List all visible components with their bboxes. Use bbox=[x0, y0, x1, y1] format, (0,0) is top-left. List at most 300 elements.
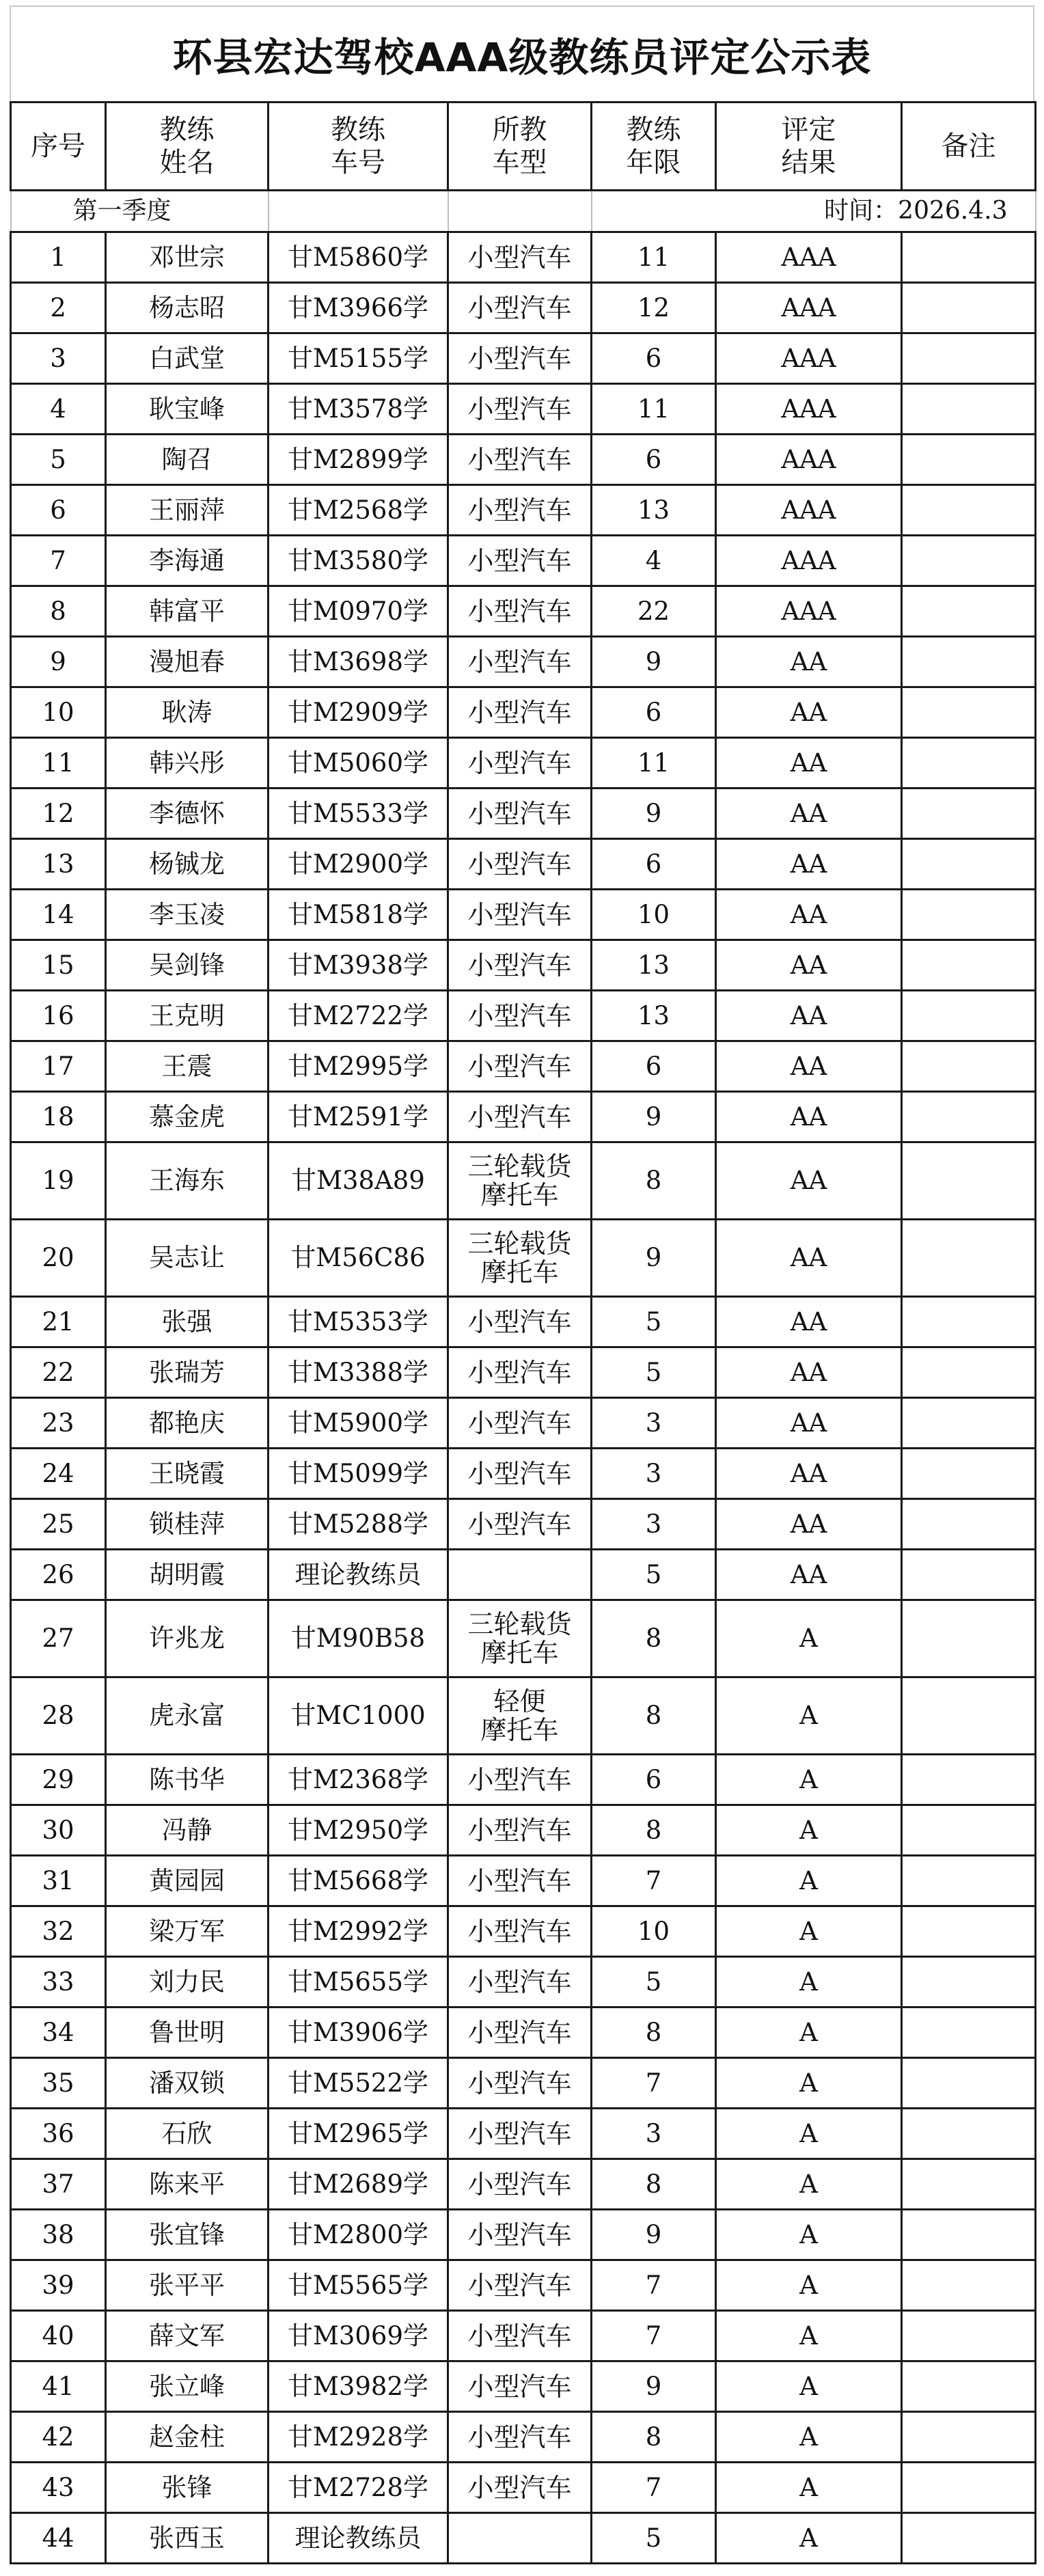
cell-years: 6 bbox=[592, 1041, 716, 1092]
vehicle-type-line: 小型汽车 bbox=[467, 292, 572, 323]
cell-result: AAA bbox=[716, 232, 902, 283]
cell-no: 5 bbox=[11, 435, 106, 485]
cell-result: AA bbox=[716, 1142, 902, 1220]
cell-car: 甘M3698学 bbox=[269, 637, 448, 687]
vehicle-type-line: 小型汽车 bbox=[467, 1357, 572, 1388]
vehicle-type-line: 小型汽车 bbox=[467, 2472, 572, 2503]
cell-type bbox=[448, 435, 592, 485]
cell-note bbox=[902, 1347, 1036, 1398]
table-row bbox=[11, 1347, 1036, 1398]
cell-no: 44 bbox=[11, 2513, 106, 2564]
cell-car: 甘M3578学 bbox=[269, 384, 448, 435]
cell-years: 12 bbox=[592, 283, 716, 333]
vehicle-type-line: 小型汽车 bbox=[467, 343, 572, 374]
cell-years: 8 bbox=[592, 2008, 716, 2058]
vehicle-type-line: 小型汽车 bbox=[467, 798, 572, 829]
header-no bbox=[11, 102, 106, 191]
cell-type bbox=[448, 1805, 592, 1856]
cell-type bbox=[448, 1600, 592, 1677]
header-row bbox=[11, 102, 1036, 191]
table-row bbox=[11, 687, 1036, 738]
cell-result: AA bbox=[716, 1220, 902, 1297]
cell-no: 8 bbox=[11, 586, 106, 637]
vehicle-type-line: 摩托车 bbox=[480, 1257, 559, 1287]
date-label: 时间：2026.4.3 bbox=[592, 191, 1036, 232]
cell-no: 14 bbox=[11, 890, 106, 940]
cell-no: 35 bbox=[11, 2058, 106, 2109]
cell-car: 甘M3388学 bbox=[269, 1347, 448, 1398]
cell-years: 8 bbox=[592, 2412, 716, 2463]
table-row bbox=[11, 435, 1036, 485]
cell-result: A bbox=[716, 2210, 902, 2260]
header-line: 教练 bbox=[331, 114, 385, 146]
header-years bbox=[592, 102, 716, 191]
cell-name: 鲁世明 bbox=[106, 2008, 269, 2058]
cell-result: AA bbox=[716, 789, 902, 839]
cell-note bbox=[902, 2210, 1036, 2260]
header-line: 序号 bbox=[31, 131, 85, 162]
cell-years: 7 bbox=[592, 1856, 716, 1906]
cell-note bbox=[902, 1677, 1036, 1755]
cell-name: 王丽萍 bbox=[106, 485, 269, 536]
cell-name: 邓世宗 bbox=[106, 232, 269, 283]
cell-car: 甘M90B58 bbox=[269, 1600, 448, 1677]
cell-no: 31 bbox=[11, 1856, 106, 1906]
cell-car: 甘M3906学 bbox=[269, 2008, 448, 2058]
cell-years: 3 bbox=[592, 2109, 716, 2159]
cell-name: 陈书华 bbox=[106, 1755, 269, 1805]
cell-type bbox=[448, 1220, 592, 1297]
cell-note bbox=[902, 940, 1036, 991]
cell-note bbox=[902, 2159, 1036, 2210]
vehicle-type-line: 小型汽车 bbox=[467, 545, 572, 576]
table-row bbox=[11, 2412, 1036, 2463]
cell-years: 8 bbox=[592, 2159, 716, 2210]
cell-name: 耿涛 bbox=[106, 687, 269, 738]
cell-result: AA bbox=[716, 1499, 902, 1550]
header-line: 年限 bbox=[626, 147, 681, 178]
cell-type bbox=[448, 1957, 592, 2008]
cell-years: 4 bbox=[592, 536, 716, 586]
cell-result: A bbox=[716, 2008, 902, 2058]
cell-name: 王克明 bbox=[106, 991, 269, 1041]
cell-result: AAA bbox=[716, 435, 902, 485]
cell-car: 甘M2800学 bbox=[269, 2210, 448, 2260]
cell-car: 甘MC1000 bbox=[269, 1677, 448, 1755]
cell-no: 26 bbox=[11, 1550, 106, 1600]
cell-car: 甘M5533学 bbox=[269, 789, 448, 839]
cell-note bbox=[902, 586, 1036, 637]
cell-no: 27 bbox=[11, 1600, 106, 1677]
cell-years: 3 bbox=[592, 1398, 716, 1449]
cell-note bbox=[902, 333, 1036, 384]
document-sheet bbox=[10, 5, 1034, 2564]
vehicle-type-line: 小型汽车 bbox=[467, 1509, 572, 1539]
table-row bbox=[11, 1906, 1036, 1957]
cell-name: 王海东 bbox=[106, 1142, 269, 1220]
cell-type bbox=[448, 687, 592, 738]
table-row bbox=[11, 485, 1036, 536]
cell-no: 41 bbox=[11, 2361, 106, 2412]
header-type bbox=[448, 102, 592, 191]
vehicle-type-line: 小型汽车 bbox=[467, 1916, 572, 1947]
cell-no: 39 bbox=[11, 2260, 106, 2311]
header-line: 车型 bbox=[492, 147, 547, 178]
cell-result: A bbox=[716, 1677, 902, 1755]
meta-row bbox=[11, 191, 1036, 232]
cell-result: AAA bbox=[716, 384, 902, 435]
cell-type bbox=[448, 1906, 592, 1957]
cell-car: 甘M5060学 bbox=[269, 738, 448, 789]
cell-type bbox=[448, 333, 592, 384]
table-row bbox=[11, 637, 1036, 687]
cell-note bbox=[902, 1805, 1036, 1856]
table-row bbox=[11, 1449, 1036, 1499]
cell-years: 6 bbox=[592, 687, 716, 738]
cell-result: A bbox=[716, 2311, 902, 2361]
cell-type bbox=[448, 839, 592, 890]
cell-no: 37 bbox=[11, 2159, 106, 2210]
vehicle-type-line: 摩托车 bbox=[480, 1180, 559, 1210]
cell-no: 4 bbox=[11, 384, 106, 435]
cell-note bbox=[902, 2513, 1036, 2564]
cell-type bbox=[448, 991, 592, 1041]
table-body bbox=[11, 232, 1036, 2564]
cell-result: A bbox=[716, 2159, 902, 2210]
table-row bbox=[11, 384, 1036, 435]
cell-name: 张宜锋 bbox=[106, 2210, 269, 2260]
cell-car: 甘M2950学 bbox=[269, 1805, 448, 1856]
cell-type bbox=[448, 940, 592, 991]
vehicle-type-line: 小型汽车 bbox=[467, 2118, 572, 2149]
cell-type bbox=[448, 2210, 592, 2260]
cell-no: 23 bbox=[11, 1398, 106, 1449]
cell-type bbox=[448, 1041, 592, 1092]
cell-note bbox=[902, 1041, 1036, 1092]
header-line: 备注 bbox=[941, 131, 996, 162]
cell-years: 6 bbox=[592, 1755, 716, 1805]
cell-name: 王震 bbox=[106, 1041, 269, 1092]
vehicle-type-line: 摩托车 bbox=[480, 1715, 559, 1745]
vehicle-type-line: 小型汽车 bbox=[467, 899, 572, 930]
cell-car: 甘M2909学 bbox=[269, 687, 448, 738]
cell-type bbox=[448, 2412, 592, 2463]
table-row bbox=[11, 2513, 1036, 2564]
table-row bbox=[11, 1677, 1036, 1755]
cell-name: 张强 bbox=[106, 1297, 269, 1347]
cell-years: 6 bbox=[592, 435, 716, 485]
cell-result: A bbox=[716, 1906, 902, 1957]
table-row bbox=[11, 2109, 1036, 2159]
cell-years: 10 bbox=[592, 890, 716, 940]
table-row bbox=[11, 2311, 1036, 2361]
vehicle-type-line: 小型汽车 bbox=[467, 1458, 572, 1489]
cell-no: 43 bbox=[11, 2463, 106, 2513]
cell-car: 甘M2995学 bbox=[269, 1041, 448, 1092]
cell-type bbox=[448, 2008, 592, 2058]
cell-car: 甘M2568学 bbox=[269, 485, 448, 536]
cell-name: 都艳庆 bbox=[106, 1398, 269, 1449]
vehicle-type-line: 三轮载货 bbox=[467, 1609, 572, 1639]
cell-years: 9 bbox=[592, 1220, 716, 1297]
table-row bbox=[11, 536, 1036, 586]
cell-years: 22 bbox=[592, 586, 716, 637]
vehicle-type-line: 小型汽车 bbox=[467, 1865, 572, 1896]
cell-years: 11 bbox=[592, 384, 716, 435]
cell-result: AA bbox=[716, 1297, 902, 1347]
vehicle-type-line: 摩托车 bbox=[480, 1638, 559, 1668]
cell-car: 甘M3938学 bbox=[269, 940, 448, 991]
cell-type bbox=[448, 2361, 592, 2412]
table-row bbox=[11, 283, 1036, 333]
cell-type bbox=[448, 2109, 592, 2159]
cell-result: A bbox=[716, 1805, 902, 1856]
cell-no: 1 bbox=[11, 232, 106, 283]
cell-name: 石欣 bbox=[106, 2109, 269, 2159]
cell-car: 甘M3580学 bbox=[269, 536, 448, 586]
cell-note bbox=[902, 2412, 1036, 2463]
cell-result: AA bbox=[716, 839, 902, 890]
cell-name: 杨铖龙 bbox=[106, 839, 269, 890]
table-row bbox=[11, 789, 1036, 839]
cell-no: 3 bbox=[11, 333, 106, 384]
cell-result: A bbox=[716, 1856, 902, 1906]
cell-car: 甘M5860学 bbox=[269, 232, 448, 283]
cell-no: 10 bbox=[11, 687, 106, 738]
cell-name: 许兆龙 bbox=[106, 1600, 269, 1677]
cell-no: 42 bbox=[11, 2412, 106, 2463]
cell-result: A bbox=[716, 2058, 902, 2109]
cell-note bbox=[902, 1856, 1036, 1906]
table-row bbox=[11, 1398, 1036, 1449]
cell-note bbox=[902, 2311, 1036, 2361]
document-title: 环县宏达驾校AAA级教练员评定公示表 bbox=[10, 5, 1034, 101]
cell-no: 9 bbox=[11, 637, 106, 687]
meta-blank-cell bbox=[448, 191, 592, 232]
vehicle-type-line: 小型汽车 bbox=[467, 2169, 572, 2200]
cell-result: AAA bbox=[716, 586, 902, 637]
cell-note bbox=[902, 789, 1036, 839]
cell-years: 5 bbox=[592, 1347, 716, 1398]
vehicle-type-line: 小型汽车 bbox=[467, 1000, 572, 1031]
cell-note bbox=[902, 536, 1036, 586]
cell-no: 21 bbox=[11, 1297, 106, 1347]
cell-years: 11 bbox=[592, 232, 716, 283]
header-car bbox=[269, 102, 448, 191]
cell-result: AA bbox=[716, 687, 902, 738]
table-row bbox=[11, 1957, 1036, 2008]
cell-name: 韩富平 bbox=[106, 586, 269, 637]
cell-result: AA bbox=[716, 1449, 902, 1499]
cell-note bbox=[902, 738, 1036, 789]
table-row bbox=[11, 991, 1036, 1041]
table-row bbox=[11, 2210, 1036, 2260]
cell-name: 虎永富 bbox=[106, 1677, 269, 1755]
cell-years: 5 bbox=[592, 1297, 716, 1347]
header-line: 评定 bbox=[781, 114, 836, 146]
cell-note bbox=[902, 1398, 1036, 1449]
cell-type bbox=[448, 283, 592, 333]
cell-car: 甘M5565学 bbox=[269, 2260, 448, 2311]
cell-no: 6 bbox=[11, 485, 106, 536]
cell-note bbox=[902, 1957, 1036, 2008]
table-row bbox=[11, 1805, 1036, 1856]
table-row bbox=[11, 738, 1036, 789]
table-row bbox=[11, 333, 1036, 384]
cell-note bbox=[902, 1600, 1036, 1677]
vehicle-type-line: 小型汽车 bbox=[467, 1815, 572, 1846]
cell-no: 32 bbox=[11, 1906, 106, 1957]
cell-years: 7 bbox=[592, 2058, 716, 2109]
cell-note bbox=[902, 1449, 1036, 1499]
cell-name: 张平平 bbox=[106, 2260, 269, 2311]
cell-no: 7 bbox=[11, 536, 106, 586]
header-result bbox=[716, 102, 902, 191]
cell-note bbox=[902, 485, 1036, 536]
cell-car: 甘M2965学 bbox=[269, 2109, 448, 2159]
cell-no: 12 bbox=[11, 789, 106, 839]
cell-car: 甘M3966学 bbox=[269, 283, 448, 333]
cell-type bbox=[448, 1092, 592, 1142]
cell-name: 潘双锁 bbox=[106, 2058, 269, 2109]
cell-result: A bbox=[716, 2109, 902, 2159]
cell-type bbox=[448, 536, 592, 586]
cell-name: 李海通 bbox=[106, 536, 269, 586]
cell-car: 理论教练员 bbox=[269, 1550, 448, 1600]
cell-note bbox=[902, 2058, 1036, 2109]
table-row bbox=[11, 586, 1036, 637]
vehicle-type-line: 小型汽车 bbox=[467, 242, 572, 273]
cell-no: 22 bbox=[11, 1347, 106, 1398]
quarter-label: 第一季度 bbox=[11, 191, 269, 232]
cell-note bbox=[902, 232, 1036, 283]
cell-type bbox=[448, 789, 592, 839]
cell-result: AAA bbox=[716, 283, 902, 333]
cell-years: 5 bbox=[592, 2513, 716, 2564]
cell-note bbox=[902, 1550, 1036, 1600]
cell-type bbox=[448, 2311, 592, 2361]
cell-years: 9 bbox=[592, 637, 716, 687]
cell-car: 甘M2689学 bbox=[269, 2159, 448, 2210]
cell-car: 甘M0970学 bbox=[269, 586, 448, 637]
cell-years: 6 bbox=[592, 839, 716, 890]
cell-no: 15 bbox=[11, 940, 106, 991]
cell-type bbox=[448, 2260, 592, 2311]
cell-type bbox=[448, 1449, 592, 1499]
vehicle-type-line: 三轮载货 bbox=[467, 1151, 572, 1181]
table-row bbox=[11, 232, 1036, 283]
cell-no: 40 bbox=[11, 2311, 106, 2361]
cell-years: 9 bbox=[592, 2210, 716, 2260]
cell-note bbox=[902, 283, 1036, 333]
cell-no: 33 bbox=[11, 1957, 106, 2008]
cell-car: 甘M5655学 bbox=[269, 1957, 448, 2008]
table-row bbox=[11, 2361, 1036, 2412]
cell-result: AA bbox=[716, 1550, 902, 1600]
cell-type bbox=[448, 586, 592, 637]
vehicle-type-line: 小型汽车 bbox=[467, 697, 572, 728]
cell-car: 甘M5099学 bbox=[269, 1449, 448, 1499]
cell-no: 18 bbox=[11, 1092, 106, 1142]
cell-years: 13 bbox=[592, 940, 716, 991]
cell-name: 吴剑锋 bbox=[106, 940, 269, 991]
cell-years: 7 bbox=[592, 2463, 716, 2513]
cell-years: 3 bbox=[592, 1449, 716, 1499]
cell-car: 甘M2928学 bbox=[269, 2412, 448, 2463]
table-row bbox=[11, 2463, 1036, 2513]
cell-type bbox=[448, 1856, 592, 1906]
cell-result: AAA bbox=[716, 536, 902, 586]
cell-years: 7 bbox=[592, 2311, 716, 2361]
table-row bbox=[11, 940, 1036, 991]
table-row bbox=[11, 2260, 1036, 2311]
cell-car: 甘M56C86 bbox=[269, 1220, 448, 1297]
cell-no: 17 bbox=[11, 1041, 106, 1092]
cell-type bbox=[448, 1347, 592, 1398]
cell-type bbox=[448, 1297, 592, 1347]
cell-name: 杨志昭 bbox=[106, 283, 269, 333]
cell-type bbox=[448, 738, 592, 789]
cell-name: 刘力民 bbox=[106, 1957, 269, 2008]
vehicle-type-line: 小型汽车 bbox=[467, 495, 572, 525]
cell-years: 8 bbox=[592, 1600, 716, 1677]
cell-type bbox=[448, 232, 592, 283]
cell-years: 13 bbox=[592, 991, 716, 1041]
cell-note bbox=[902, 1906, 1036, 1957]
cell-years: 5 bbox=[592, 1957, 716, 2008]
vehicle-type-line: 小型汽车 bbox=[467, 444, 572, 475]
cell-car: 甘M2722学 bbox=[269, 991, 448, 1041]
header-name bbox=[106, 102, 269, 191]
cell-result: AAA bbox=[716, 485, 902, 536]
cell-result: AA bbox=[716, 1041, 902, 1092]
cell-car: 甘M2368学 bbox=[269, 1755, 448, 1805]
cell-note bbox=[902, 1142, 1036, 1220]
cell-result: AAA bbox=[716, 333, 902, 384]
vehicle-type-line: 小型汽车 bbox=[467, 646, 572, 677]
vehicle-type-line: 小型汽车 bbox=[467, 1306, 572, 1337]
cell-years: 5 bbox=[592, 1550, 716, 1600]
cell-name: 李玉凌 bbox=[106, 890, 269, 940]
cell-note bbox=[902, 435, 1036, 485]
cell-type bbox=[448, 2058, 592, 2109]
cell-note bbox=[902, 2463, 1036, 2513]
cell-car: 甘M5668学 bbox=[269, 1856, 448, 1906]
cell-years: 6 bbox=[592, 333, 716, 384]
cell-no: 2 bbox=[11, 283, 106, 333]
table-row bbox=[11, 2058, 1036, 2109]
table-row bbox=[11, 1856, 1036, 1906]
header-line: 所教 bbox=[492, 114, 547, 146]
vehicle-type-line: 小型汽车 bbox=[467, 596, 572, 627]
cell-name: 张锋 bbox=[106, 2463, 269, 2513]
cell-note bbox=[902, 384, 1036, 435]
cell-no: 34 bbox=[11, 2008, 106, 2058]
cell-name: 黄园园 bbox=[106, 1856, 269, 1906]
table-row bbox=[11, 1297, 1036, 1347]
cell-name: 慕金虎 bbox=[106, 1092, 269, 1142]
cell-note bbox=[902, 1220, 1036, 1297]
header-note bbox=[902, 102, 1036, 191]
cell-type bbox=[448, 384, 592, 435]
cell-no: 38 bbox=[11, 2210, 106, 2260]
cell-no: 16 bbox=[11, 991, 106, 1041]
cell-name: 李德怀 bbox=[106, 789, 269, 839]
cell-note bbox=[902, 2260, 1036, 2311]
vehicle-type-line: 小型汽车 bbox=[467, 2371, 572, 2402]
cell-car: 甘M5522学 bbox=[269, 2058, 448, 2109]
vehicle-type-line: 小型汽车 bbox=[467, 1967, 572, 1997]
